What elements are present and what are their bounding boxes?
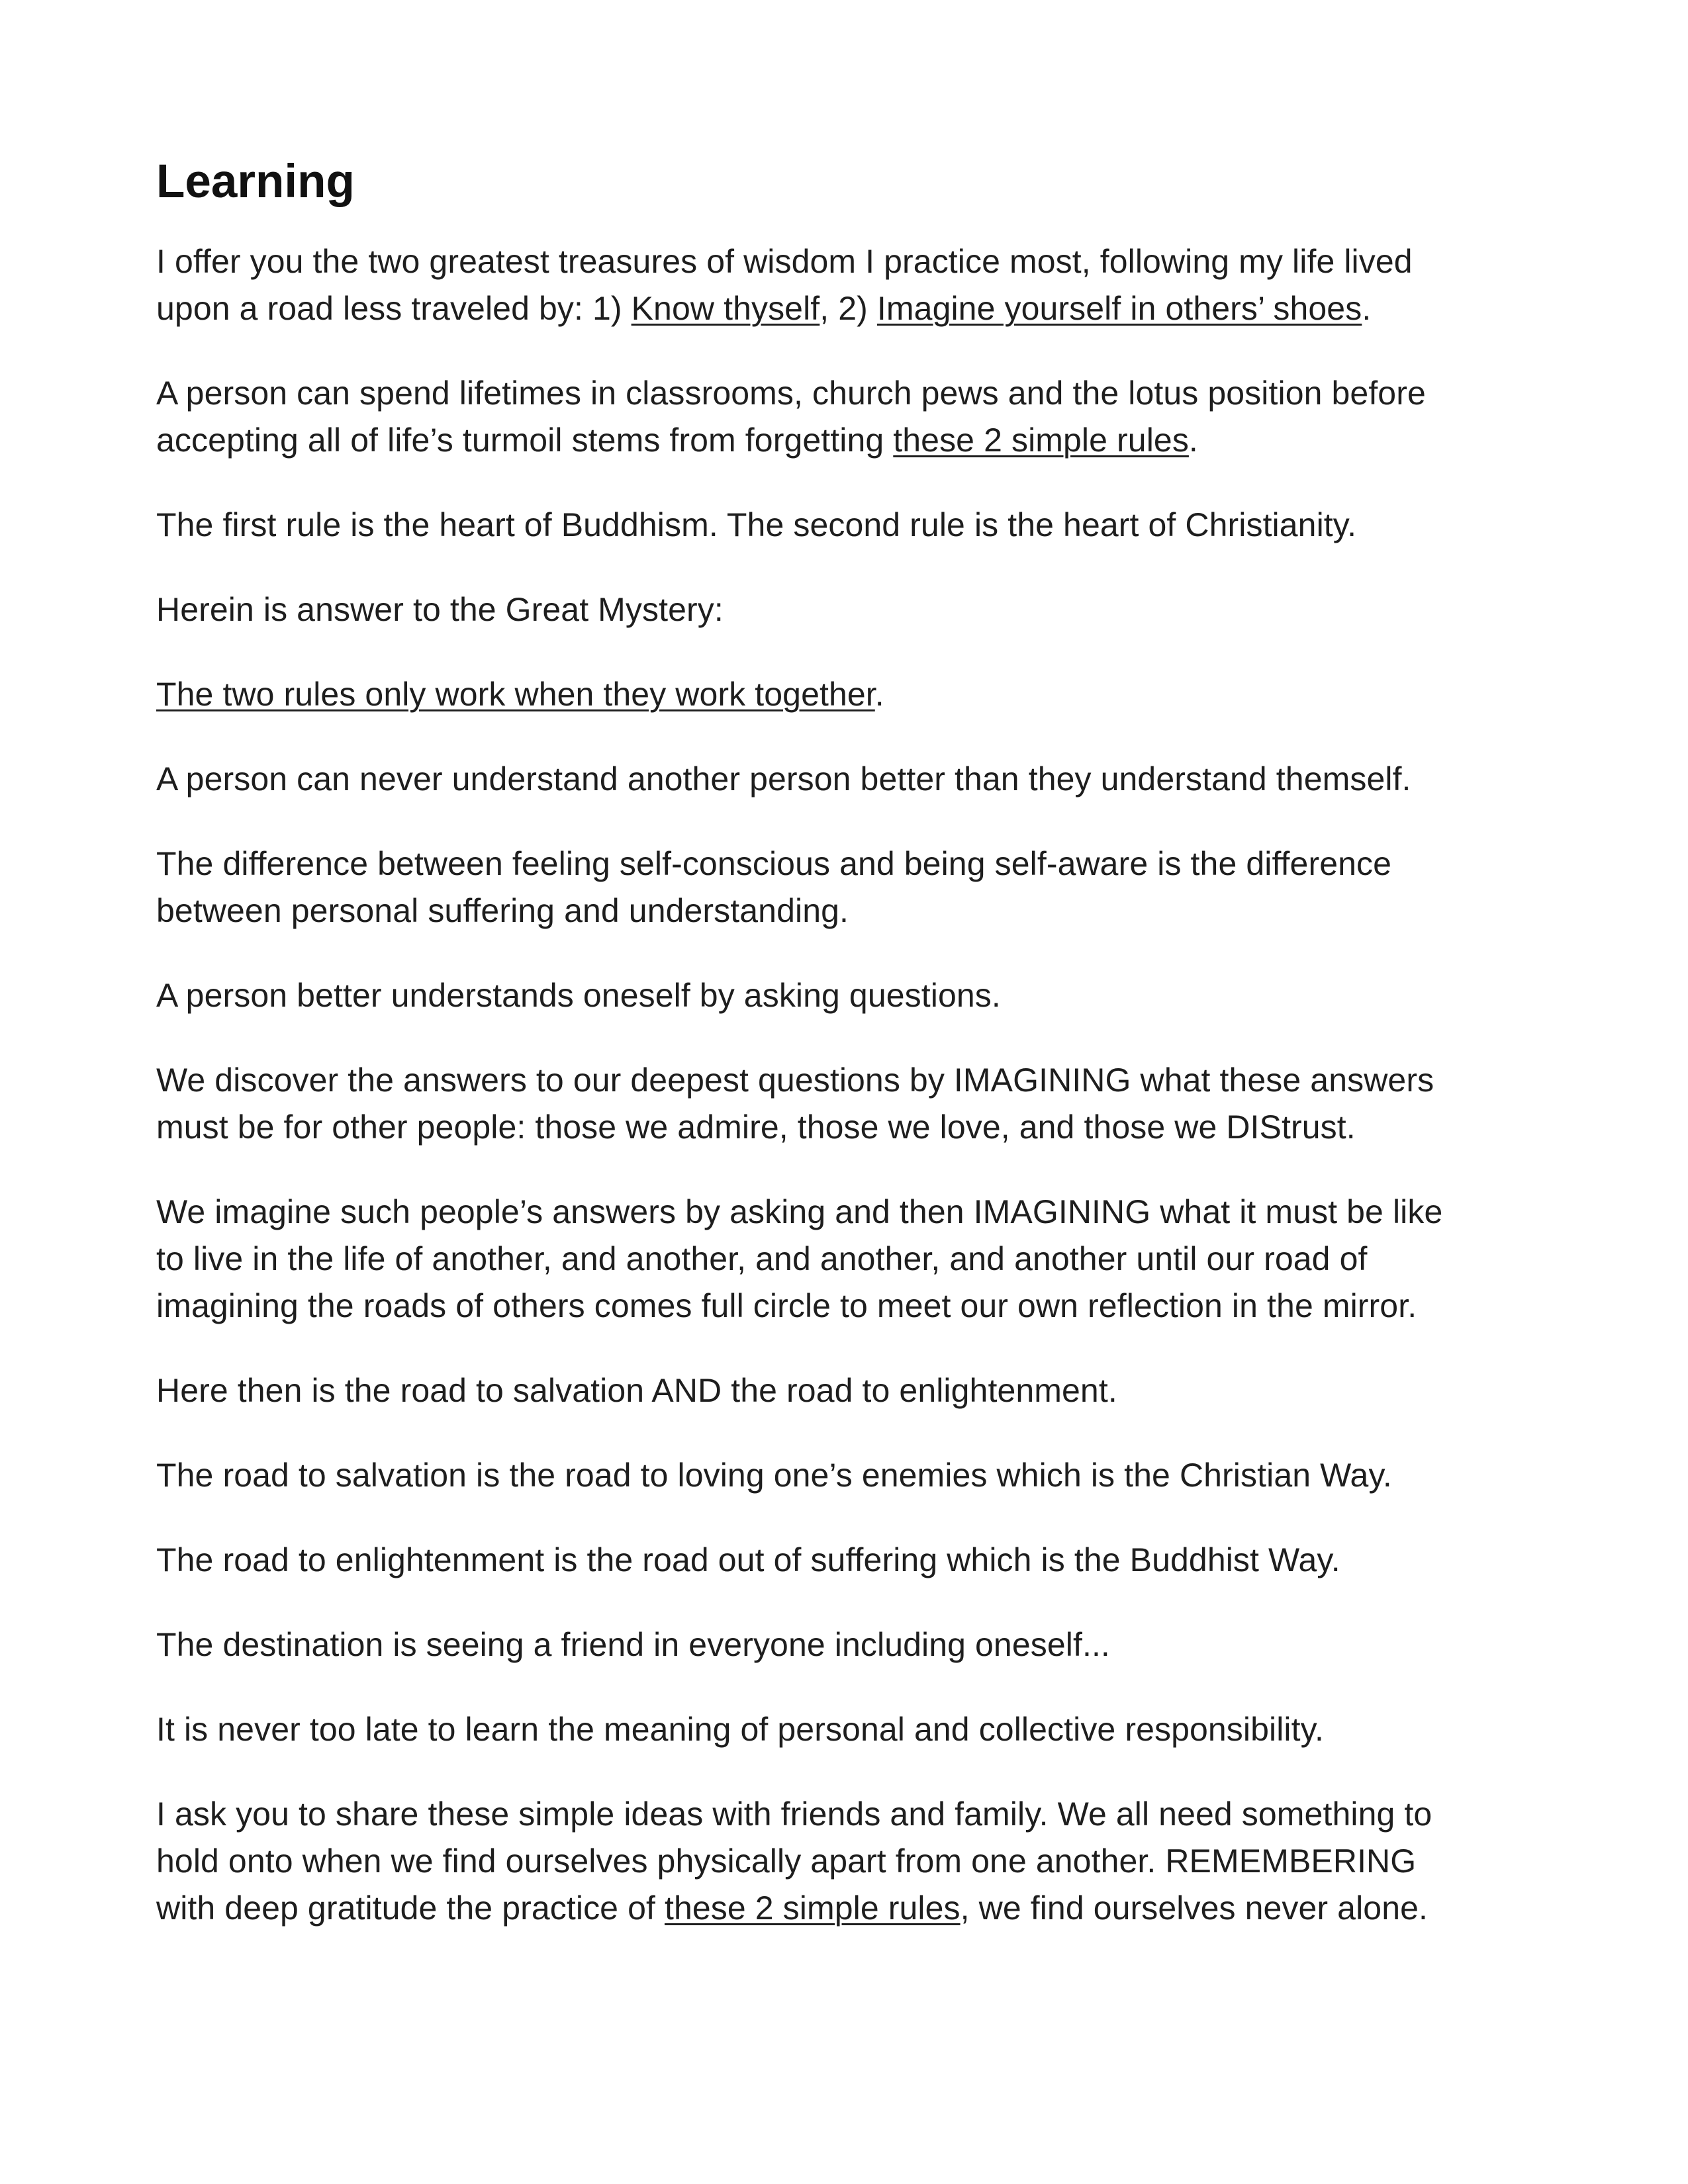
paragraph-line: The difference between feeling self-conscious and being self-aware is the difference: [156, 845, 1392, 882]
paragraph-line: [156, 1885, 1560, 1932]
paragraph-lifetimes: [156, 370, 1560, 464]
page-title: Learning: [156, 156, 355, 208]
paragraph-line: hold onto when we find ourselves physically apart from one another. REMEMBERING: [156, 1843, 1417, 1880]
underlined-simple-rules: these 2 simple rules: [893, 422, 1189, 459]
underlined-know-thyself: Know thyself: [631, 290, 820, 327]
underlined-rules-together: The two rules only work when they work together: [156, 676, 875, 713]
paragraph-line: I ask you to share these simple ideas with friends and family. We all need something to: [156, 1796, 1432, 1833]
text-run: with deep gratitude the practice of: [156, 1889, 665, 1927]
paragraph-great-mystery: Herein is answer to the Great Mystery:: [156, 591, 724, 628]
paragraph-line: between personal suffering and understanding.: [156, 892, 849, 929]
paragraph-imagine-people: [156, 1189, 1560, 1330]
paragraph-line: [156, 417, 1560, 464]
text-run: .: [1362, 290, 1372, 327]
paragraph-two-treasures: [156, 238, 1560, 332]
paragraph-line: must be for other people: those we admire, those we love, and those we DIStrust.: [156, 1109, 1356, 1146]
paragraph-discover-answers: [156, 1057, 1560, 1151]
paragraph-line: to live in the life of another, and another, and another, and another until our road of: [156, 1240, 1368, 1277]
paragraph-line: I offer you the two greatest treasures of wisdom I practice most, following my life lived: [156, 243, 1413, 280]
paragraph-line: We imagine such people’s answers by asking and then IMAGINING what it must be like: [156, 1193, 1443, 1230]
paragraph-line: imagining the roads of others comes full circle to meet our own reflection in the mirror.: [156, 1287, 1417, 1324]
text-run: , we find ourselves never alone.: [960, 1889, 1428, 1927]
paragraph-buddhist-way: The road to enlightenment is the road out of suffering which is the Buddhist Way.: [156, 1541, 1340, 1578]
paragraph-destination: The destination is seeing a friend in everyone including oneself...: [156, 1626, 1110, 1663]
paragraph-first-rule: The first rule is the heart of Buddhism. The second rule is the heart of Christianity.: [156, 506, 1357, 543]
paragraph-line: [156, 285, 1560, 332]
paragraph-line: A person can spend lifetimes in classrooms, church pews and the lotus position before: [156, 375, 1426, 412]
text-run: .: [1188, 422, 1198, 459]
underlined-simple-rules: these 2 simple rules: [664, 1889, 961, 1927]
underlined-imagine-yourself: Imagine yourself in others’ shoes: [876, 290, 1362, 327]
paragraph-understand-another: A person can never understand another person better than they understand themself.: [156, 760, 1411, 797]
paragraph-share-ideas: [156, 1791, 1560, 1932]
text-run: , 2): [820, 290, 877, 327]
paragraph-asking-questions: A person better understands oneself by asking questions.: [156, 977, 1001, 1014]
text-run: upon a road less traveled by: 1): [156, 290, 632, 327]
paragraph-responsibility: It is never too late to learn the meaning of personal and collective responsibility.: [156, 1711, 1325, 1748]
document-page: [156, 149, 1560, 1970]
paragraph-line: We discover the answers to our deepest questions by IMAGINING what these answers: [156, 1062, 1434, 1099]
text-run: .: [874, 676, 884, 713]
paragraph-salvation-enlightenment: Here then is the road to salvation AND the road to enlightenment.: [156, 1372, 1117, 1409]
paragraph-christian-way: The road to salvation is the road to loving one’s enemies which is the Christian Way.: [156, 1457, 1392, 1494]
paragraph-two-rules: [156, 671, 1560, 718]
paragraph-self-aware: [156, 841, 1560, 934]
text-run: accepting all of life’s turmoil stems from forgetting: [156, 422, 894, 459]
